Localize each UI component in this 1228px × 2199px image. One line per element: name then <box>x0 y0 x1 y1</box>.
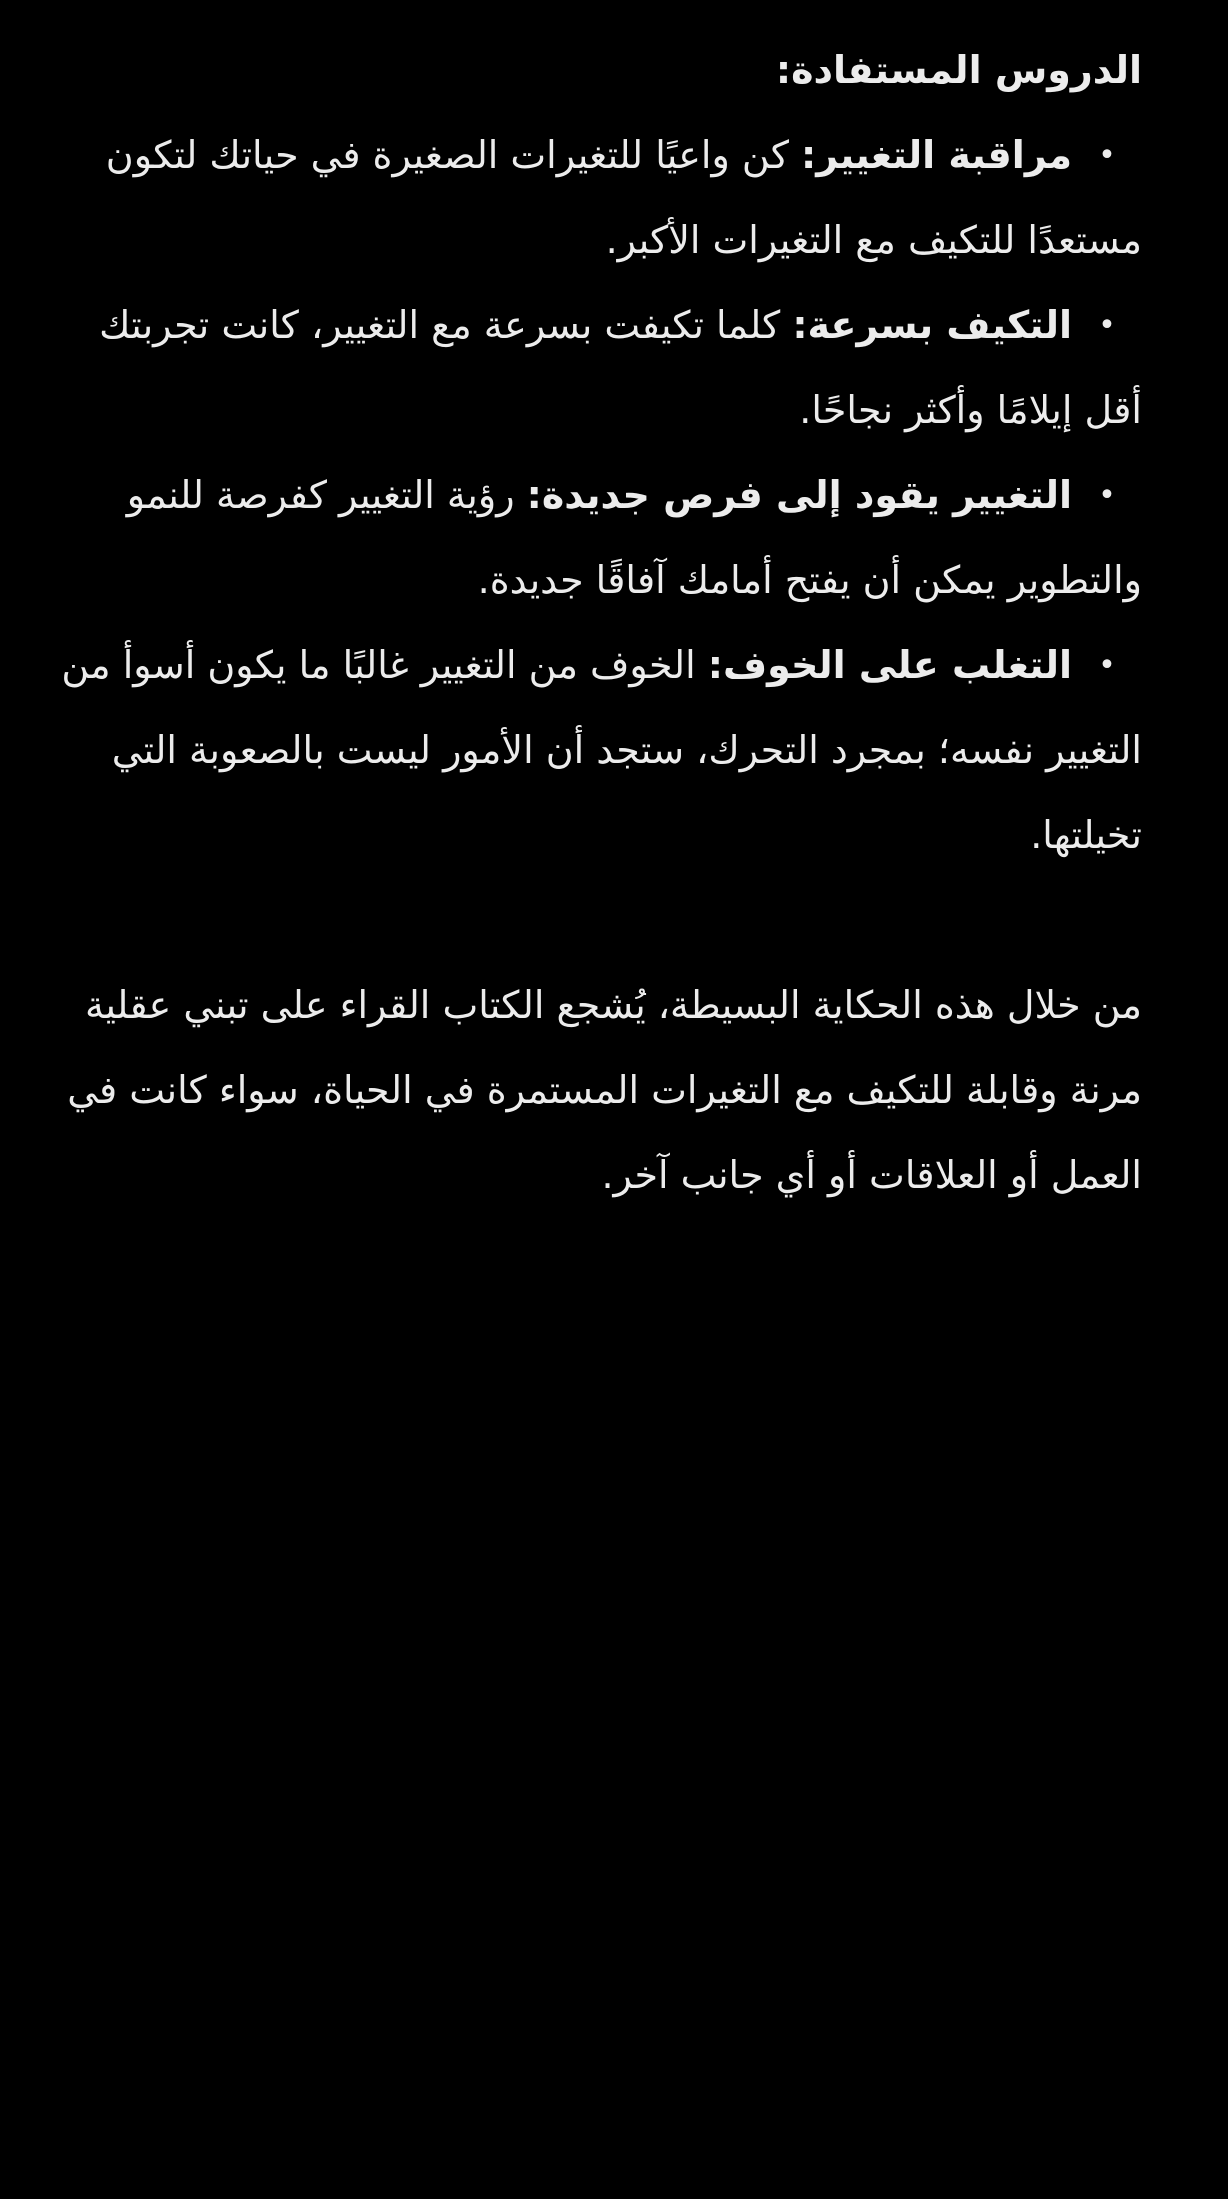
article-body <box>44 28 1142 1218</box>
lesson-term: مراقبة التغيير: <box>801 133 1072 177</box>
lesson-text: كلما تكيفت بسرعة مع التغيير، كانت تجربتك أقل إيلامًا وأكثر نجاحًا. <box>99 303 1142 432</box>
lesson-item <box>44 283 1142 453</box>
bullet-icon: • <box>1098 138 1116 173</box>
bullet-icon: • <box>1098 648 1116 683</box>
paragraph-spacer <box>44 878 1142 963</box>
lesson-text: كن واعيًا للتغيرات الصغيرة في حياتك لتكون مستعدًا للتكيف مع التغيرات الأكبر. <box>105 133 1142 262</box>
lesson-term: التكيف بسرعة: <box>792 303 1072 347</box>
lesson-text: رؤية التغيير كفرصة للنمو والتطوير يمكن أن يفتح أمامك آفاقًا جديدة. <box>126 473 1142 602</box>
lesson-term: التغلب على الخوف: <box>707 643 1072 687</box>
lessons-list <box>44 113 1142 878</box>
bullet-icon: • <box>1098 478 1116 513</box>
lesson-item <box>44 113 1142 283</box>
lesson-term: التغيير يقود إلى فرص جديدة: <box>526 473 1072 517</box>
bullet-icon: • <box>1098 308 1116 343</box>
lesson-item <box>44 453 1142 623</box>
lesson-item <box>44 623 1142 878</box>
lessons-heading: الدروس المستفادة: <box>775 48 1142 92</box>
closing-paragraph: من خلال هذه الحكاية البسيطة، يُشجع الكتاب القراء على تبني عقلية مرنة وقابلة للتكيف مع التغيرات المستمرة في الحياة، سواء كانت في العمل أو العلاقات أو أي جانب آخر. <box>67 983 1142 1197</box>
lesson-text: الخوف من التغيير غالبًا ما يكون أسوأ من التغيير نفسه؛ بمجرد التحرك، ستجد أن الأمور ليست بالصعوبة التي تخيلتها. <box>61 643 1142 857</box>
